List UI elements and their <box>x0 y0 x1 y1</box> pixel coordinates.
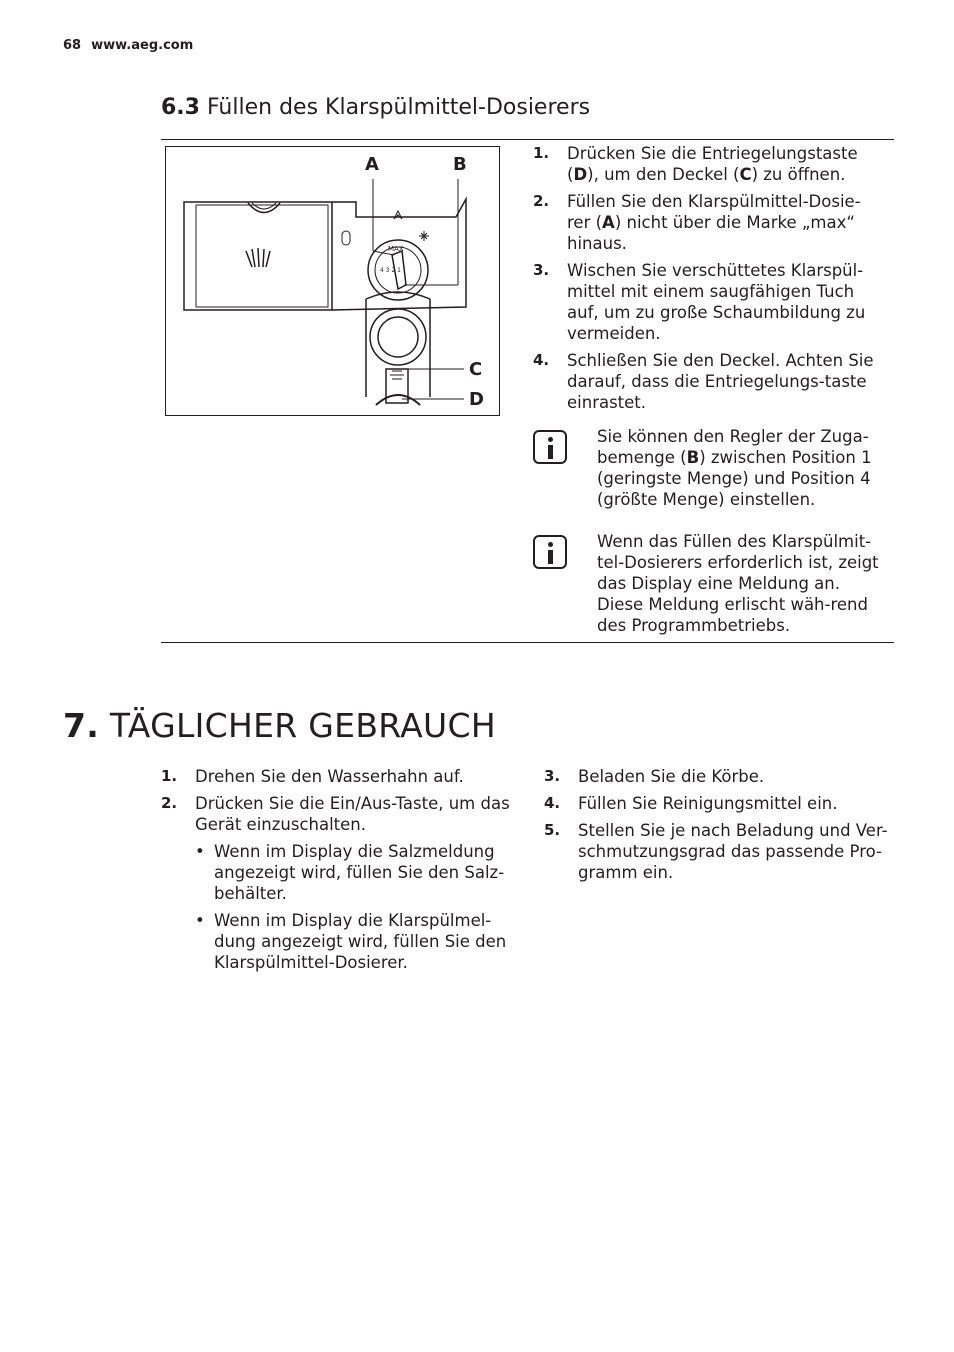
page-number: 68 <box>63 38 82 53</box>
page-header <box>63 38 193 53</box>
chapter-number: 7. <box>63 706 100 745</box>
list-item: 2. Drücken Sie die Ein/Aus-Taste, um das Gerät einzuschalten. • Wenn im Display die Salzmeldung angezeigt wird, füllen Sie den Salz-behälter. • Wenn im Display die Klarspülmel-dung angezeigt wird, füllen Sie den Klarspülmittel-Dosierer. <box>161 794 510 972</box>
max-mark-label: MAX <box>388 245 404 253</box>
callout-label-c: C <box>469 359 483 380</box>
bullet-item: • Wenn im Display die Salzmeldung angezeigt wird, füllen Sie den Salz-behälter. <box>195 842 505 903</box>
dial-scale-label: 4 3 2 1 <box>380 267 401 274</box>
bullet-list <box>195 841 511 973</box>
chapter-title-text: TÄGLICHER GEBRAUCH <box>109 706 496 745</box>
info-note: Wenn das Füllen des Klarspülmit-tel-Dosierers erforderlich ist, zeigt das Display eine Meldung an. Diese Meldung erlischt wäh-rend des Programmbetriebs. <box>533 531 888 636</box>
section-number: 6.3 <box>161 95 200 120</box>
list-item: 2. Füllen Sie den Klarspülmittel-Dosie-rer (A) nicht über die Marke „max“ hinaus. <box>533 192 861 253</box>
list-item: 5. Stellen Sie je nach Beladung und Ver-schmutzungsgrad das passende Pro-gramm ein. <box>544 821 888 882</box>
info-icon <box>533 535 567 569</box>
info-note: Sie können den Regler der Zuga-bemenge (B) zwischen Position 1 (geringste Menge) und Position 4 (größte Menge) einstellen. <box>533 426 888 510</box>
website-url: www.aeg.com <box>91 38 194 53</box>
callout-label-d: D <box>469 389 484 410</box>
bullet-item: • Wenn im Display die Klarspülmel-dung angezeigt wird, füllen Sie den Klarspülmittel-Dosierer. <box>195 911 507 972</box>
glass-symbol <box>246 248 270 267</box>
callout-label-a: A <box>365 154 379 175</box>
list-item: 4. Füllen Sie Reinigungsmittel ein. <box>544 794 838 813</box>
rinse-aid-dispenser-figure <box>165 146 500 416</box>
chapter-step-list-right <box>544 766 904 889</box>
section-bottom-rule <box>161 642 894 643</box>
chapter-title <box>63 706 496 745</box>
chapter-step-list-left <box>161 766 511 979</box>
section-top-rule <box>161 139 894 140</box>
section-title <box>161 95 590 120</box>
list-item: 3. Beladen Sie die Körbe. <box>544 767 765 786</box>
info-icon <box>533 430 567 464</box>
section-step-list <box>533 143 878 419</box>
section-title-text: Füllen des Klarspülmittel-Dosierers <box>206 95 591 120</box>
list-item: 1. Drehen Sie den Wasserhahn auf. <box>161 767 464 786</box>
dispenser-illustration <box>166 147 499 415</box>
list-item: 3. Wischen Sie verschüttetes Klarspül-mittel mit einem saugfähigen Tuch auf, um zu große Schaumbildung zu vermeiden. <box>533 261 866 343</box>
list-item: 4. Schließen Sie den Deckel. Achten Sie darauf, dass die Entriegelungs-taste einrastet. <box>533 351 874 412</box>
list-item: 1. Drücken Sie die Entriegelungstaste (D), um den Deckel (C) zu öffnen. <box>533 144 858 184</box>
callout-label-b: B <box>453 154 467 175</box>
